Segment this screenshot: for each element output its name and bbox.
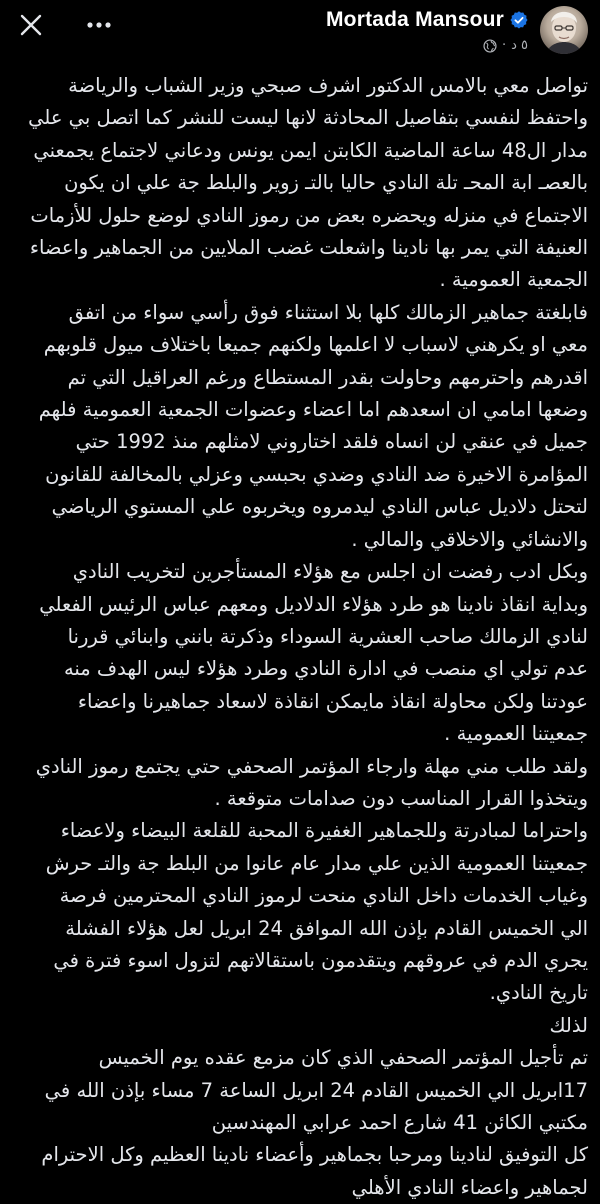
more-dots-icon [87, 21, 111, 29]
author-avatar[interactable] [540, 6, 588, 54]
post-meta [483, 38, 528, 53]
verified-badge-icon [510, 11, 528, 29]
globe-icon [483, 39, 497, 53]
post-paragraph: كل التوفيق لنادينا ومرحبا بجماهير وأعضاء نادينا العظيم وكل الاحترام لجماهير واعضاء النادي الأهلي [41, 1143, 588, 1199]
post-header [0, 0, 600, 70]
post-paragraph: واحتراما لمبادرتة وللجماهير الغفيرة المحبة للقلعة البيضاء ولاعضاء جمعيتنا العمومية الذين علي مدار عام عانوا من البلط جة والتـ حرش وغياب الخدمات داخل النادي منحت لرموز النادي المحترمين فرصة الي الخميس القادم بإذن الله الموافق 24 ابريل لعل هؤلاء الفشلة يجري الدم في عروقهم ويتقدمون باستقالاتهم لتزول اسوء فترة في تاريخ النادي. [45, 819, 588, 1005]
post-paragraph: تواصل معي بالامس الدكتور اشرف صبحي وزير الشباب والرياضة واحتفظ لنفسي بتفاصيل المحادثة لانها ليست للنشر كما اتصل بي علي مدار ال48 ساعة الماضية الكابتن ايمن يونس ودعاني لاجتماع يجمعني بالعصـ ابة المحـ تلة النادي حاليا بالتـ زوير والبلط جة علي ان يكون الاجتماع في منزله ويحضره بعض من رموز النادي لوضع حلول للأزمات العنيفة التي يمر بها نادينا واشعلت غضب الملايين من الجماهير واعضاء الجمعية العمومية . [28, 74, 588, 292]
post-paragraph: وبكل ادب رفضت ان اجلس مع هؤلاء المستأجرين لتخريب النادي وبداية انقاذ نادينا هو طرد هؤلاء الدلاديل ومعهم عباس الرئيس الفعلي لنادي الزمالك صاحب العشرية السوداء وذكرتة بانني وابنائي قررنا عدم تولي اي منصب في ادارة النادي وطرد هؤلاء ليس الهدف منه عودتنا ولكن محاولة انقاذ مايمكن انقاذة لاسعاد جماهيرنا واعضاء جمعيتنا العمومية . [39, 560, 588, 746]
author-text [326, 8, 528, 53]
close-icon [19, 13, 43, 37]
post-body [28, 70, 588, 1204]
post-time[interactable]: ٥ د [511, 38, 528, 53]
more-options-button[interactable] [82, 8, 116, 42]
avatar-face-icon [540, 6, 588, 54]
post-paragraph: فابلغتة جماهير الزمالك كلها بلا استثناء فوق رأسي سواء من اتفق معي او يكرهني لاسباب لا اعلمها ولكنهم جميعا باختلاف ميول قلوبهم اقدرهم واحترمهم وحاولت بقدر المستطاع ورغم العراقيل التي تم وضعها امامي ان اسعدهم اما اعضاء وعضوات الجمعية العمومية فلهم جميل في عنقي لن انساه فلقد اختاروني لامثلهم منذ 1992 حتي المؤامرة الاخيرة ضد النادي وضدي بحبسي وعزلي بالمخالفة للقانون لتحتل دلاديل عباس النادي ليدمروه ويخربوه علي المستوي الرياضي والانشائي والاخلاقي والمالي . [38, 300, 588, 551]
close-button[interactable] [14, 8, 48, 42]
author-name-row [326, 8, 528, 32]
post-paragraph: ولقد طلب مني مهلة وارجاء المؤتمر الصحفي حتي يجتمع رموز النادي ويتخذوا القرار المناسب دون صدامات متوقعة . [35, 754, 588, 810]
post-paragraph: تم تأجيل المؤتمر الصحفي الذي كان مزمع عقده يوم الخميس 17ابريل الي الخميس القادم 24 ابريل الساعة 7 مساء بإذن الله في مكتبي الكائن 41 شارع احمد عرابي المهندسين [44, 1046, 588, 1134]
meta-separator: · [501, 38, 507, 53]
author-name[interactable]: Mortada Mansour [325, 8, 504, 31]
author-block [326, 6, 588, 54]
post-paragraph: لذلك [549, 1013, 588, 1037]
